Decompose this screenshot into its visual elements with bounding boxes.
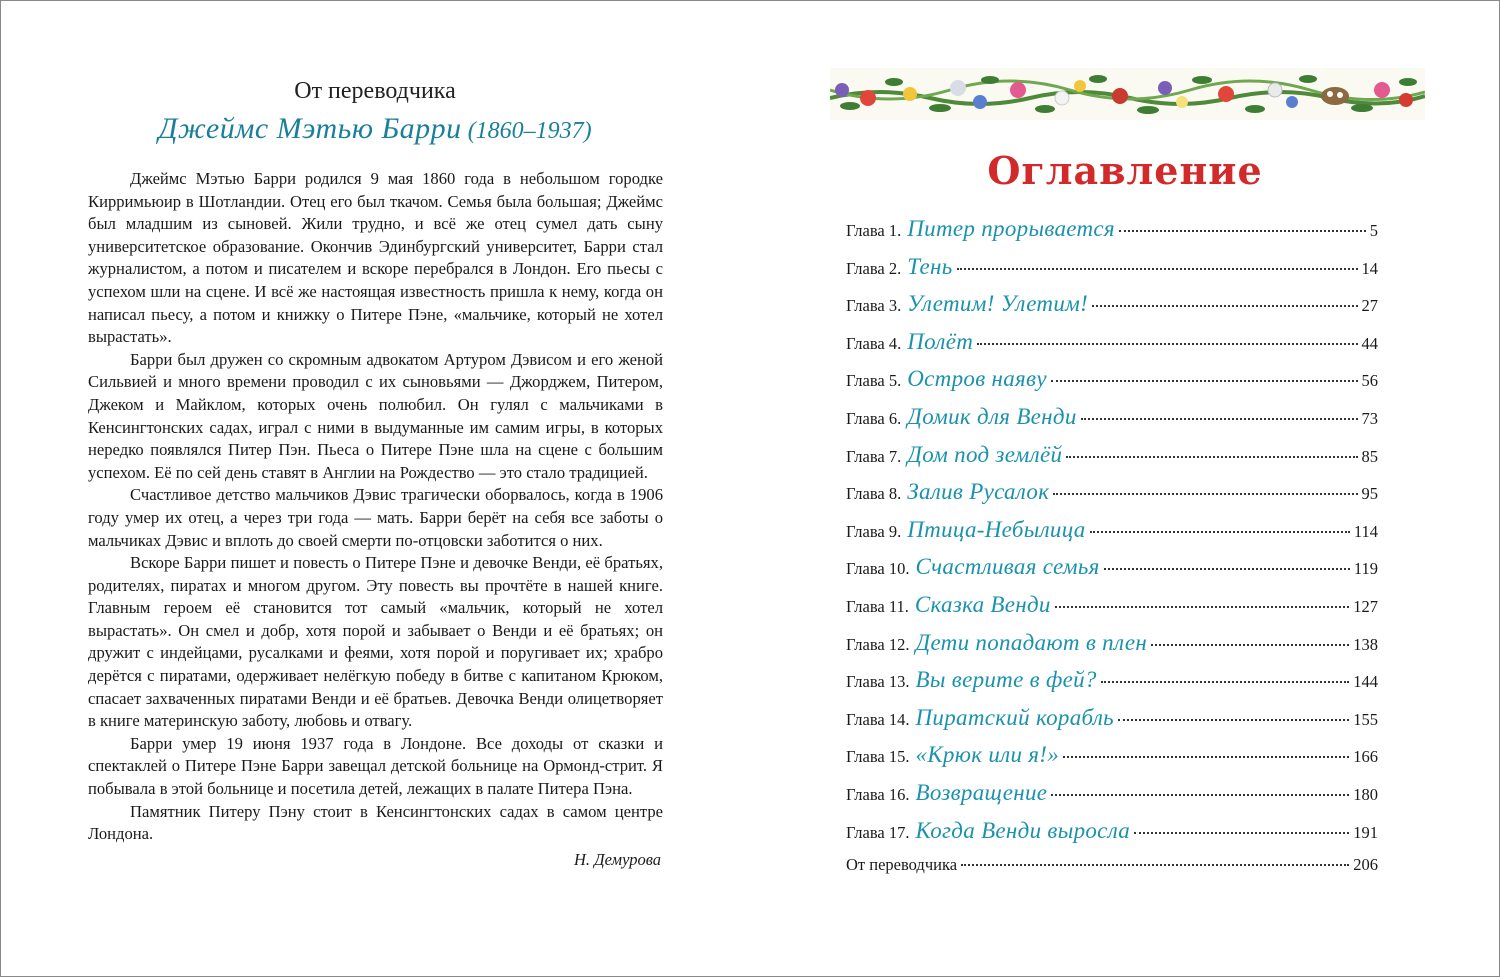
toc-entry-label: Глава 2.	[846, 258, 902, 278]
toc-entry-chapter-title: Когда Венди выросла	[915, 817, 1131, 843]
toc-dot-leader	[1051, 794, 1349, 796]
toc-dot-leader	[1134, 832, 1349, 834]
toc-entry-chapter-title: Питер прорывается	[907, 216, 1115, 241]
toc-entry[interactable]	[846, 742, 1378, 780]
toc-entry[interactable]	[846, 254, 1378, 292]
toc-entry-label: Глава 15.	[846, 747, 910, 767]
toc-entry-label: Глава 6.	[846, 408, 902, 428]
table-of-contents	[846, 216, 1378, 893]
toc-entry-page-number: 166	[1353, 747, 1378, 767]
translator-signature: Н. Демурова	[573, 850, 661, 869]
toc-entry-page-number: 27	[1361, 296, 1378, 316]
toc-entry-label: От переводчика	[846, 855, 958, 875]
toc-title: Оглавление	[987, 148, 1263, 193]
toc-entry-label: Глава 3.	[846, 296, 902, 316]
toc-entry[interactable]	[846, 554, 1378, 592]
toc-entry-page-number: 138	[1353, 634, 1378, 654]
toc-entry-label: Глава 14.	[846, 709, 910, 729]
toc-entry-page-number: 56	[1361, 371, 1378, 391]
author-heading	[0, 112, 750, 146]
toc-entry-label: Глава 9.	[846, 521, 902, 541]
author-name: Джеймс Мэтью Барри	[158, 112, 462, 145]
toc-entry[interactable]	[846, 366, 1378, 404]
toc-dot-leader	[961, 864, 1349, 866]
toc-dot-leader	[1055, 606, 1350, 608]
toc-entry[interactable]	[846, 329, 1378, 367]
toc-entry-chapter-title: Сказка Венди	[914, 591, 1051, 617]
toc-entry-label: Глава 10.	[846, 559, 910, 579]
toc-entry-chapter-title: Дети попадают в плен	[915, 629, 1148, 655]
toc-entry[interactable]	[846, 404, 1378, 442]
toc-entry-chapter-title: Дом под землёй	[907, 441, 1063, 467]
toc-entry[interactable]	[846, 855, 1378, 893]
toc-entry-page-number: 119	[1353, 559, 1378, 579]
toc-entry-page-number: 95	[1361, 484, 1378, 504]
toc-entry[interactable]	[846, 780, 1378, 818]
flower-garland-icon	[830, 68, 1425, 120]
toc-entry[interactable]	[846, 517, 1378, 555]
toc-entry-chapter-title: Улетим! Улетим!	[907, 291, 1089, 317]
toc-entry-label: Глава 16.	[846, 784, 910, 804]
paragraph: Памятник Питеру Пэну стоит в Кенсингтонских садах в самом центре Лондона.	[88, 801, 663, 844]
toc-entry-chapter-title: Птица-Небылица	[907, 516, 1086, 542]
toc-entry-chapter-title: Тень	[907, 253, 953, 279]
section-heading: От переводчика	[294, 78, 456, 104]
toc-dot-leader	[1104, 568, 1350, 570]
toc-entry-chapter-title: «Крюк или я!»	[915, 742, 1060, 768]
toc-entry-label: Глава 4.	[846, 333, 902, 353]
toc-dot-leader	[957, 268, 1358, 270]
paragraph: Барри был дружен со скромным адвокатом Артуром Дэвисом и его женой Сильвией и много времени проводил с их сыновьями — Джорджем, Питером, Джеком и Майклом, которых очень полюбил. Он гулял с мальчиками в Кенсингтонских садах, играл с ними в выдуманные им самим игры, в которых нередко появлялся Питер Пэн. Пьеса о Питере Пэне шла на сцене с большим успехом. Её по сей день ставят в Англии на Рождество — это стало традицией.	[88, 349, 663, 482]
toc-entry-label: Глава 17.	[846, 822, 910, 842]
toc-entry-page-number: 73	[1361, 408, 1378, 428]
toc-entry-page-number: 14	[1361, 258, 1378, 278]
toc-entry[interactable]	[846, 216, 1378, 254]
paragraph: Счастливое детство мальчиков Дэвис трагически оборвалось, когда в 1906 году умер их отец, а через три года — мать. Барри берёт на себя все заботы о мальчиках Дэвис и вплоть до своей смерти по-отцовски заботится о них.	[88, 485, 663, 550]
toc-entry-chapter-title: Залив Русалок	[907, 479, 1050, 505]
toc-entry-chapter-title: Полёт	[907, 328, 974, 354]
toc-entry-label: Глава 1.	[846, 221, 902, 240]
toc-entry-page-number: 85	[1361, 446, 1378, 466]
toc-entry-label: Глава 12.	[846, 634, 910, 654]
toc-entry-label: Глава 8.	[846, 484, 902, 504]
toc-dot-leader	[1051, 380, 1358, 382]
toc-entry-page-number: 44	[1361, 333, 1378, 353]
biography-text	[88, 168, 663, 846]
toc-entry-page-number: 180	[1353, 784, 1378, 804]
author-years: (1860–1937)	[467, 118, 592, 144]
toc-entry[interactable]	[846, 818, 1378, 856]
toc-entry-label: Глава 11.	[846, 596, 909, 616]
toc-dot-leader	[1081, 418, 1358, 420]
toc-dot-leader	[977, 343, 1357, 345]
paragraph: Вскоре Барри пишет и повесть о Питере Пэне и девочке Венди, её братьях, родителях, пиратах и многом другом. Эту повесть вы прочтёте в нашей книге. Главным героем её становится тот самый «мальчик, который не хотел вырастать». Он смел и добр, хотя порой и забывает о Венди и её братьях; он дружит с индейцами, русалками и феями, хотя порой и поругивает их; храбро дерётся с пиратами, одерживает нелёгкую победу в битве с капитаном Крюком, спасает захваченных пиратами Венди и её братьев. Девочка Венди олицетворяет в книге материнскую заботу, любовь и отвагу.	[88, 553, 663, 731]
toc-entry-chapter-title: Остров наяву	[907, 366, 1047, 392]
toc-entry-label: Глава 13.	[846, 672, 910, 692]
toc-entry[interactable]	[846, 479, 1378, 517]
toc-entry[interactable]	[846, 592, 1378, 630]
toc-entry-label: Глава 5.	[846, 371, 902, 391]
toc-entry-page-number: 155	[1353, 709, 1378, 729]
paragraph: Барри умер 19 июня 1937 года в Лондоне. Все доходы от сказки и спектаклей о Питере Пэне Барри завещал детской больнице на Ормонд-стрит. Я побывала в этой больнице и посетила детей, лежащих в палате Питера Пэна.	[88, 733, 663, 799]
toc-dot-leader	[1066, 456, 1357, 458]
toc-entry[interactable]	[846, 291, 1378, 329]
toc-entry-page-number: 191	[1353, 822, 1378, 842]
toc-entry[interactable]	[846, 442, 1378, 480]
toc-entry-page-number: 114	[1353, 521, 1378, 541]
toc-entry-chapter-title: Возвращение	[915, 779, 1048, 805]
toc-entry-chapter-title: Пиратский корабль	[915, 704, 1114, 730]
toc-dot-leader	[1118, 719, 1349, 721]
paragraph: Джеймс Мэтью Барри родился 9 мая 1860 года в небольшом городке Кирримьюир в Шотландии. Отец его был ткачом. Семья была большая; Джеймс был младшим из сыновей. Жили трудно, и всё же отец сумел дать сыну университетское образование. Окончив Эдинбургский университет, Барри стал журналистом, а потом и писателем и вскоре перебрался в Лондон. Его пьесы с успехом шли на сцене. И всё же настоящая известность пришла к нему, когда он написал пьесу, а потом и книжку о Питере Пэне, «мальчике, который не хотел вырастать».	[88, 169, 663, 347]
toc-dot-leader	[1053, 493, 1357, 495]
toc-dot-leader	[1090, 531, 1350, 533]
right-page	[750, 0, 1500, 977]
toc-dot-leader	[1151, 644, 1349, 646]
toc-entry-chapter-title: Счастливая семья	[915, 554, 1100, 580]
toc-dot-leader	[1092, 305, 1357, 307]
toc-dot-leader	[1101, 681, 1350, 683]
toc-entry[interactable]	[846, 667, 1378, 705]
toc-entry-page-number: 206	[1353, 855, 1378, 875]
toc-entry-chapter-title: Домик для Венди	[907, 403, 1077, 429]
toc-dot-leader	[1063, 756, 1349, 758]
toc-entry[interactable]	[846, 630, 1378, 668]
flower-banner-illustration	[830, 68, 1425, 120]
toc-entry-page-number: 127	[1353, 596, 1378, 616]
toc-entry-page-number: 5	[1369, 221, 1378, 240]
toc-entry[interactable]	[846, 705, 1378, 743]
toc-entry-chapter-title: Вы верите в фей?	[915, 667, 1097, 693]
toc-entry-label: Глава 7.	[846, 446, 902, 466]
toc-dot-leader	[1119, 230, 1366, 232]
toc-entry-page-number: 144	[1353, 672, 1378, 692]
